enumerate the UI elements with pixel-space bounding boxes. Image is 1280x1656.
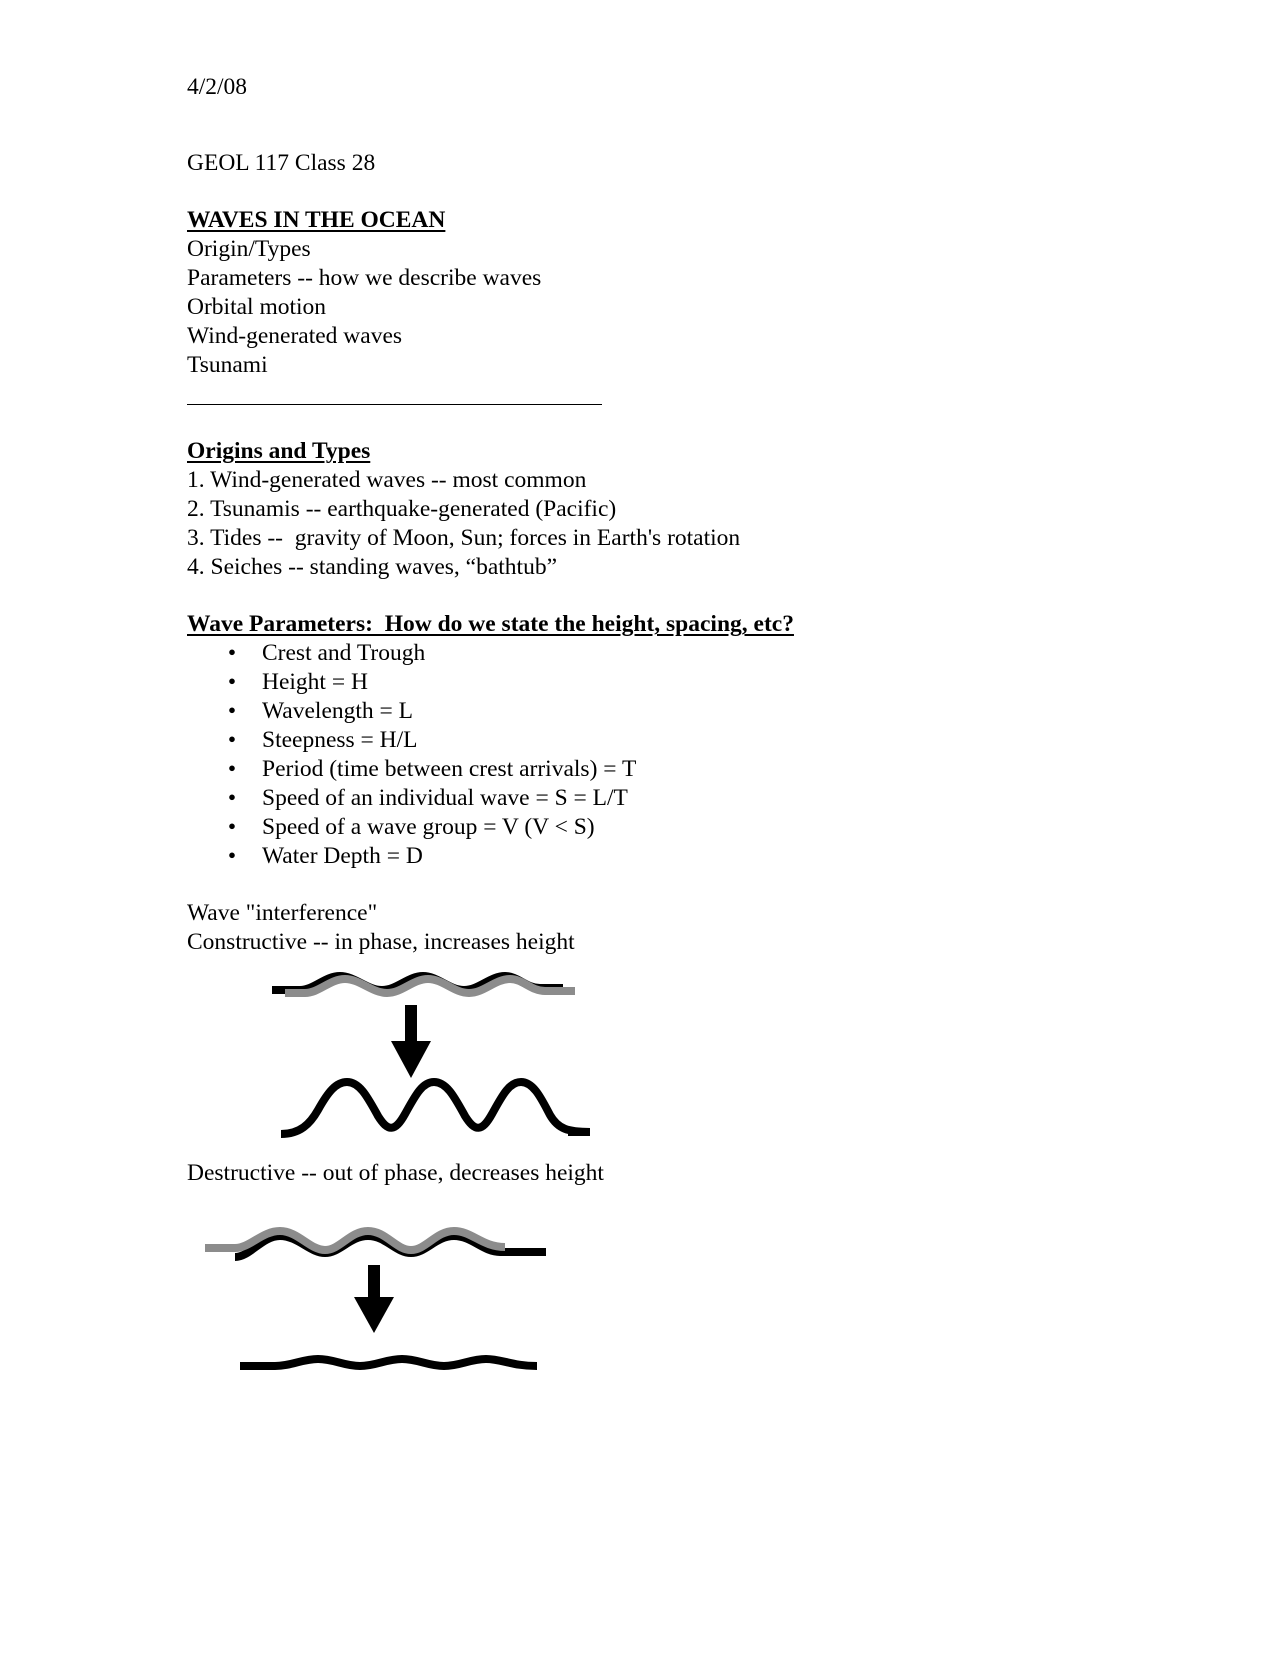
origins-item: 3. Tides -- gravity of Moon, Sun; forces in Earth's rotation <box>187 525 741 551</box>
date-line: 4/2/08 <box>187 74 248 100</box>
interference-title: Wave "interference" <box>187 900 378 926</box>
parameter-text: Water Depth = D <box>262 843 423 869</box>
bullet-glyph: • <box>227 756 237 782</box>
parameter-text: Height = H <box>262 669 368 695</box>
bullet-glyph: • <box>227 785 237 811</box>
bullet-glyph: • <box>227 640 237 666</box>
outline-item: Orbital motion <box>187 294 327 320</box>
outline-item: Wind-generated waves <box>187 323 403 349</box>
outline-item: Origin/Types <box>187 236 311 262</box>
parameter-text: Speed of an individual wave = S = L/T <box>262 785 628 811</box>
parameter-text: Speed of a wave group = V (V < S) <box>262 814 595 840</box>
origins-heading: Origins and Types <box>187 438 371 464</box>
origins-item: 2. Tsunamis -- earthquake-generated (Pacific) <box>187 496 617 522</box>
bullet-glyph: • <box>227 669 237 695</box>
destructive-diagram <box>205 1231 546 1366</box>
bullet-glyph: • <box>227 727 237 753</box>
bullet-glyph: • <box>227 814 237 840</box>
origins-item: 4. Seiches -- standing waves, “bathtub” <box>187 554 558 580</box>
constructive-result-wave <box>281 1082 590 1134</box>
origins-item: 1. Wind-generated waves -- most common <box>187 467 587 493</box>
constructive-diagram <box>272 976 590 1134</box>
outline-item: Tsunami <box>187 352 268 378</box>
parameter-text: Steepness = H/L <box>262 727 418 753</box>
down-arrow-icon <box>354 1265 394 1333</box>
destructive-result-wave <box>240 1359 537 1366</box>
down-arrow-icon <box>391 1005 431 1078</box>
parameters-heading: Wave Parameters: How do we state the height, spacing, etc? <box>187 611 794 637</box>
parameter-text: Wavelength = L <box>262 698 414 724</box>
parameter-text: Period (time between crest arrivals) = T <box>262 756 637 782</box>
bullet-glyph: • <box>227 843 237 869</box>
constructive-caption: Constructive -- in phase, increases height <box>187 929 575 955</box>
course-title: GEOL 117 Class 28 <box>187 150 376 176</box>
outline-item: Parameters -- how we describe waves <box>187 265 542 291</box>
parameter-text: Crest and Trough <box>262 640 426 666</box>
constructive-gray-wave <box>285 979 575 993</box>
outline-heading: WAVES IN THE OCEAN <box>187 207 446 233</box>
bullet-glyph: • <box>227 698 237 724</box>
destructive-caption: Destructive -- out of phase, decreases height <box>187 1160 604 1186</box>
